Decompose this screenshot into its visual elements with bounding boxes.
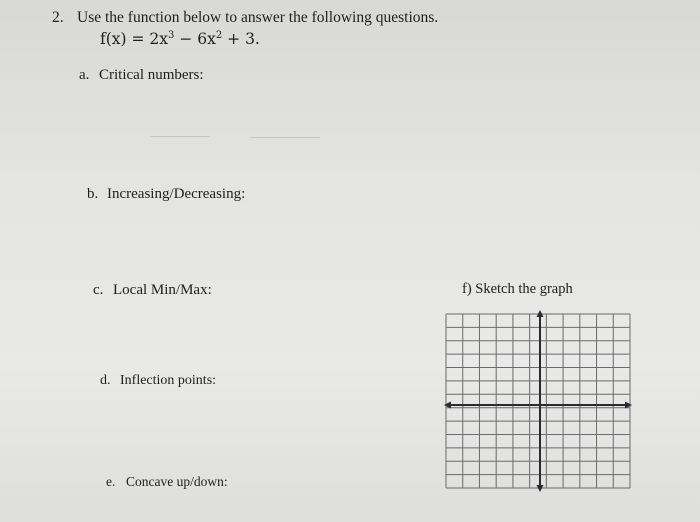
part-b-label: Increasing/Decreasing: [107,186,246,202]
part-a-marker: a. [79,67,90,83]
part-b-marker: b. [87,186,99,202]
part-d-label: Inflection points: [120,373,217,388]
faint-mark [250,137,320,138]
part-a-label: Critical numbers: [99,67,204,83]
part-c-label: Local Min/Max: [113,282,212,298]
part-d-inflection-points [100,373,216,389]
part-c-local-min-max [93,282,212,299]
part-b-increasing-decreasing [87,186,245,203]
question-prompt: Use the function below to answer the following questions. [77,9,439,26]
part-c-marker: c. [93,282,104,298]
grid-lines [446,314,630,488]
coordinate-grid[interactable] [440,308,636,494]
formula-exponent-2: 2 [215,30,223,41]
part-e-concave-up-down [106,474,228,490]
formula-prefix: f(x) = 2x [100,30,169,48]
function-formula [100,30,260,48]
graph-grid[interactable] [440,308,636,494]
part-e-marker: e. [106,474,116,489]
part-e-label: Concave up/down: [126,474,228,489]
formula-exponent-3: 3 [168,30,175,41]
part-d-marker: d. [100,373,111,388]
part-a-critical-numbers [79,67,204,84]
part-f-sketch-label: f) Sketch the graph [462,281,573,297]
formula-mid: − 6x [174,30,216,48]
question-number: 2. [52,9,64,26]
faint-mark [150,136,210,137]
formula-suffix: + 3. [222,30,260,48]
